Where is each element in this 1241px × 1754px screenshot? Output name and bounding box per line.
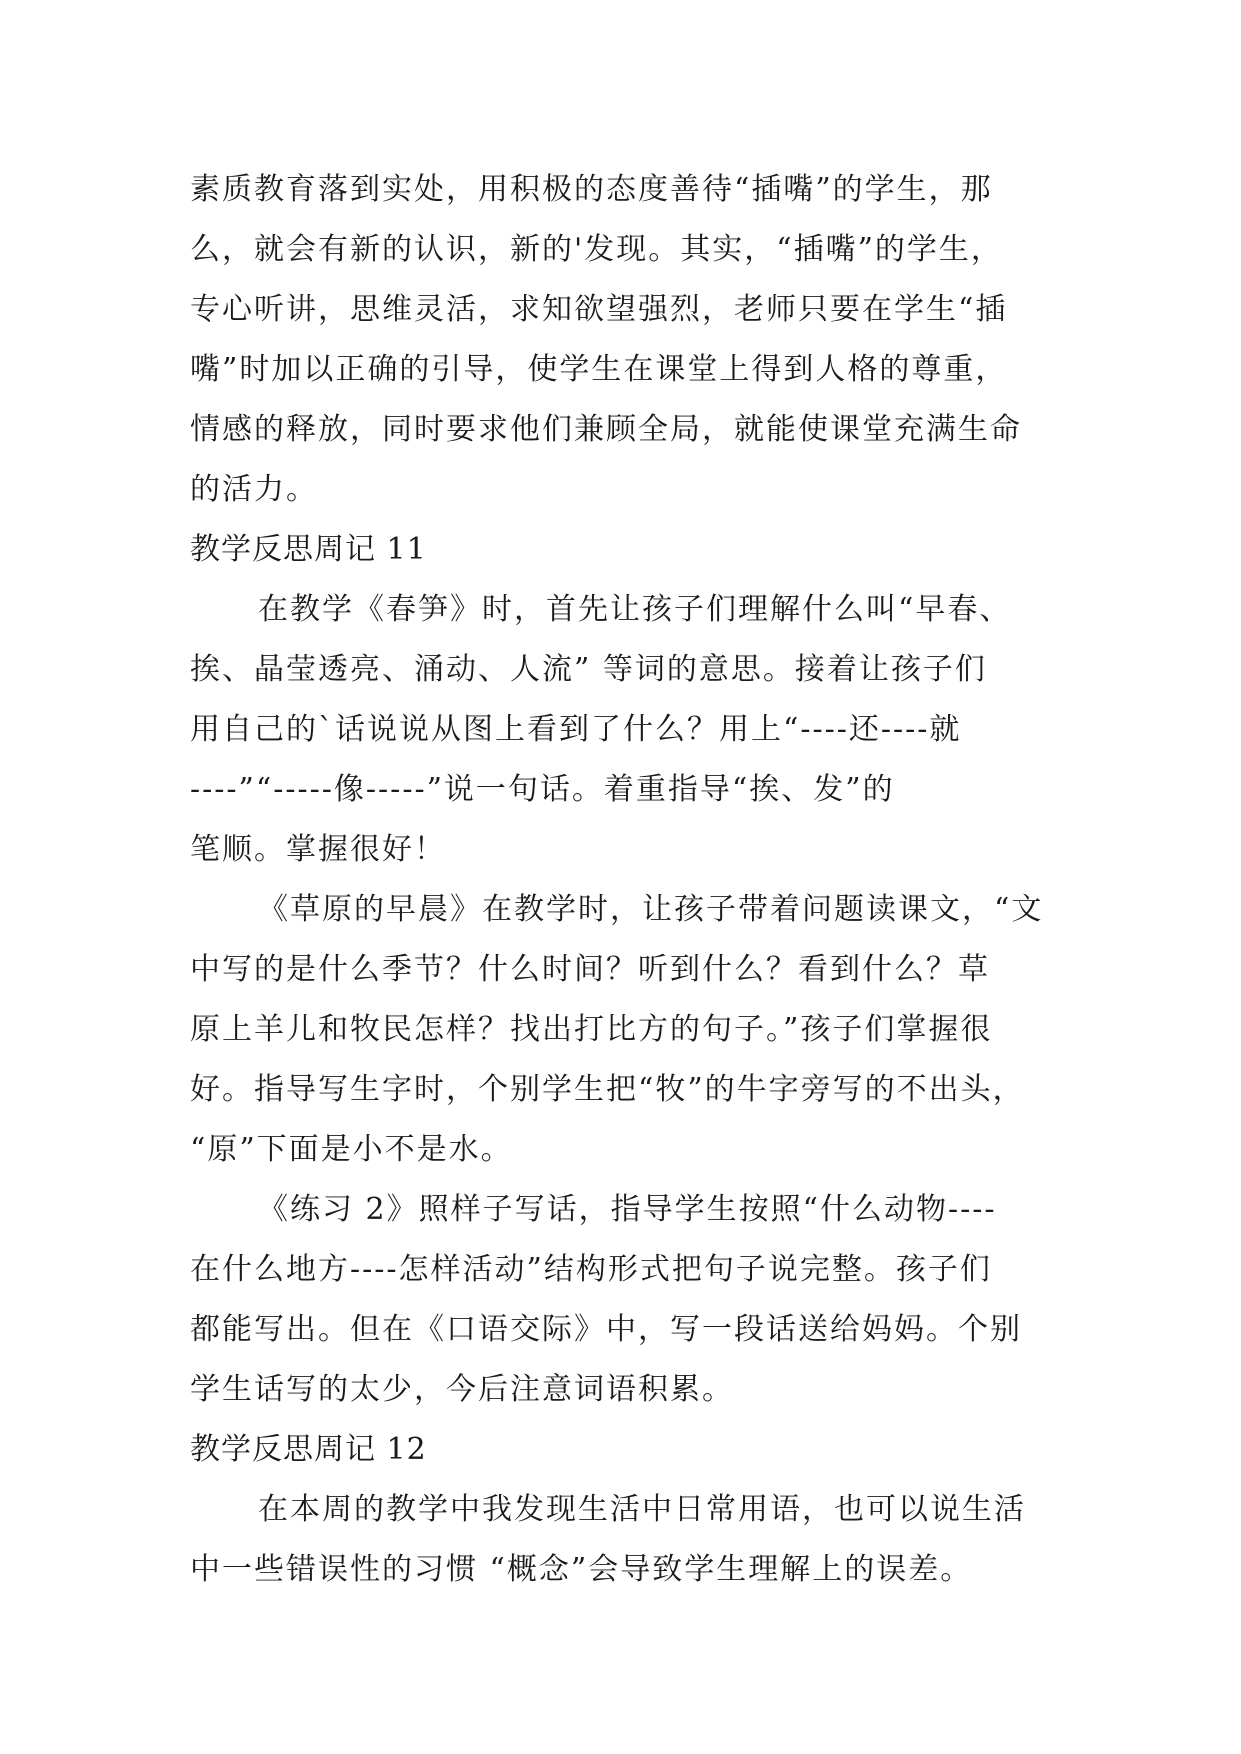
text-line: 中一些错误性的习惯 “概念”会导致学生理解上的误差。 — [190, 1552, 973, 1587]
paragraph-first-line: 在本周的教学中我发现生活中日常用语，也可以说生活 — [258, 1492, 1026, 1527]
text-line: 专心听讲，思维灵活，求知欲望强烈，老师只要在学生“插 — [190, 292, 1008, 327]
paragraph-first-line: 在教学《春笋》时，首先让孩子们理解什么叫“早春、 — [258, 592, 1012, 627]
text-line: 学生话写的太少，今后注意词语积累。 — [190, 1372, 734, 1407]
text-line: 挨、晶莹透亮、涌动、人流” 等词的意思。接着让孩子们 — [190, 652, 987, 687]
text-line: 情感的释放，同时要求他们兼顾全局，就能使课堂充满生命 — [190, 412, 1022, 447]
text-line: 素质教育落到实处，用积极的态度善待“插嘴”的学生，那 — [190, 172, 993, 207]
text-line: 中写的是什么季节？什么时间？听到什么？看到什么？草 — [190, 952, 990, 987]
text-line: 的活力。 — [190, 472, 318, 507]
text-line: 在什么地方----怎样活动”结构形式把句子说完整。孩子们 — [190, 1252, 992, 1287]
text-line: 都能写出。但在《口语交际》中，写一段话送给妈妈。个别 — [190, 1312, 1022, 1347]
section-heading: 教学反思周记 11 — [190, 532, 427, 567]
text-line: 原上羊儿和牧民怎样？找出打比方的句子。”孩子们掌握很 — [190, 1012, 993, 1047]
text-line: ----”“-----像-----”说一句话。着重指导“挨、发”的 — [190, 772, 895, 807]
text-line: 用自己的`话说说从图上看到了什么？用上“----还----就 — [190, 712, 962, 747]
text-line: 么，就会有新的认识，新的'发现。其实，“插嘴”的学生， — [190, 232, 1003, 267]
text-line: 嘴”时加以正确的引导，使学生在课堂上得到人格的尊重， — [190, 352, 1008, 387]
text-line: “原”下面是小不是水。 — [190, 1132, 513, 1167]
text-line: 好。指导写生字时，个别学生把“牧”的牛字旁写的不出头， — [190, 1072, 1025, 1107]
paragraph-first-line: 《草原的早晨》在教学时，让孩子带着问题读课文，“文 — [258, 892, 1044, 927]
paragraph-first-line: 《练习 2》照样子写话，指导学生按照“什么动物---- — [258, 1192, 997, 1227]
document-page — [190, 160, 1060, 1600]
text-line: 笔顺。掌握很好！ — [190, 832, 446, 867]
section-heading: 教学反思周记 12 — [190, 1432, 427, 1467]
